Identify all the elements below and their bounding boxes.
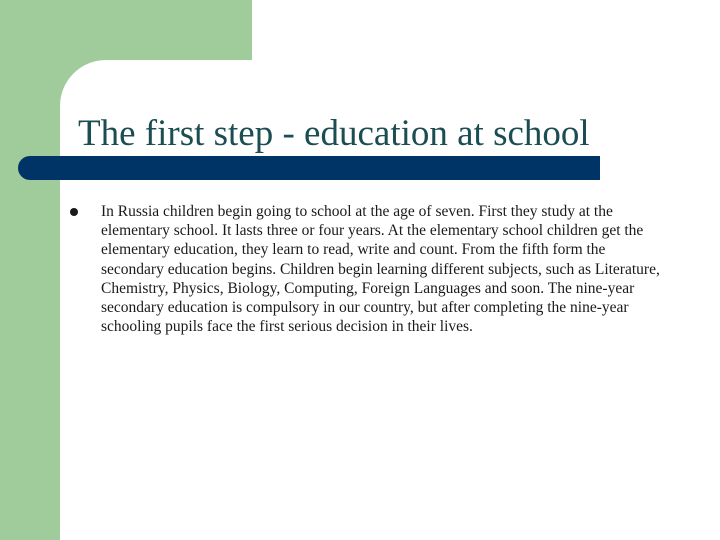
bullet-dot-icon [70, 208, 78, 216]
slide-title: The first step - education at school [78, 113, 590, 154]
title-underline-bar [18, 156, 600, 180]
bullet-text: In Russia children begin going to school at the age of seven. First they study at the elementary school. It lasts three or four years. At the elementary school children get the elementary education, they learn to read, write and count. From the fifth form the secondary education begins. Children begin learning different subjects, such as Literature, Chemistry, Physics, Biology, Computing, Foreign Languages and soon. The nine-year secondary education is compulsory in our country, but after completing the nine-year schooling pupils face the first serious decision in their lives. [101, 203, 660, 336]
